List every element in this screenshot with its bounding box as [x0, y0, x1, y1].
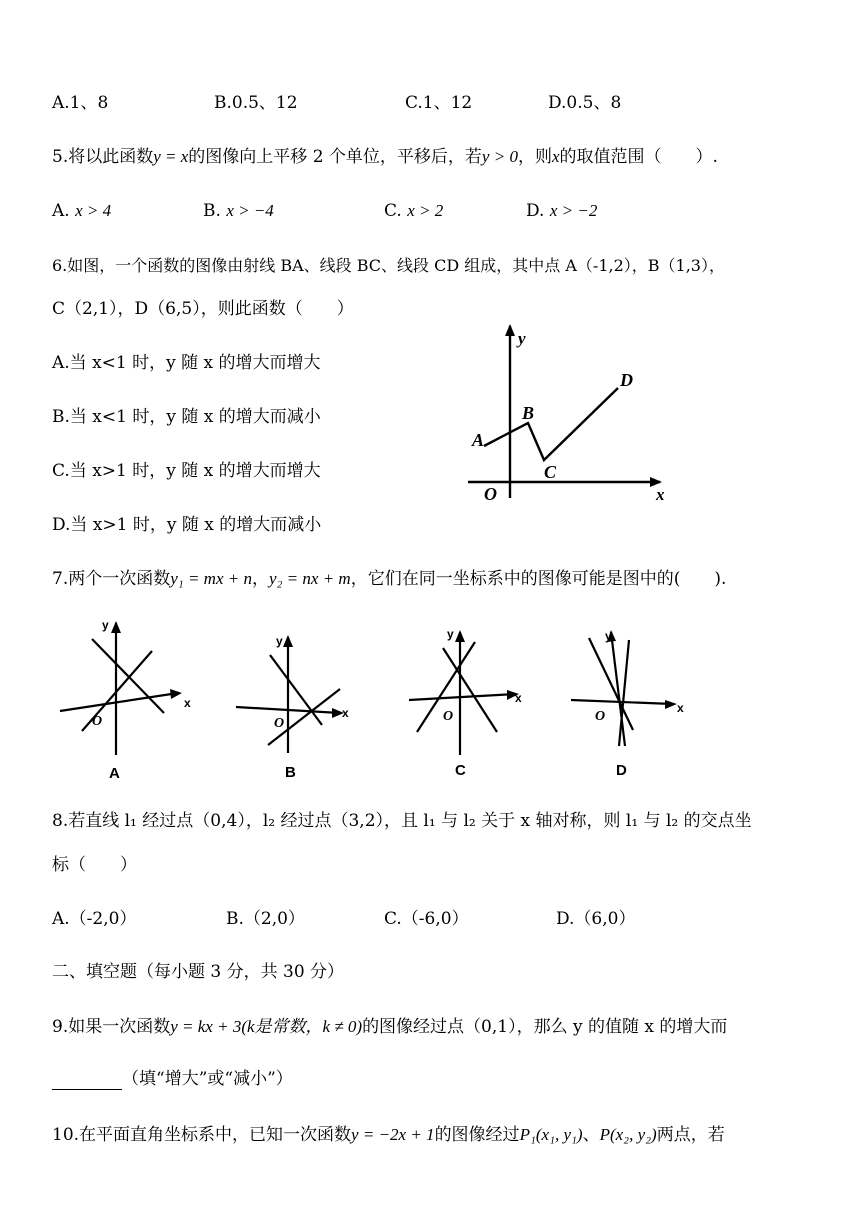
q7-equation-2: y₂ = nx + m: [268, 569, 351, 588]
q5-option-a-expr: x > 4: [75, 201, 112, 220]
q5-option-c: [384, 200, 443, 222]
q5-option-d-expr: x > −2: [549, 201, 598, 220]
q9-equation: y = kx + 3(k是常数，k ≠ 0): [170, 1017, 363, 1036]
q6-y-axis-arrow: [505, 324, 515, 336]
q7-stem: [52, 568, 726, 590]
q7-graph-a-caption: A: [109, 765, 120, 782]
q4-option-c: C.1、12: [405, 93, 473, 113]
q9-hint: （填“增大”或“减小”）: [122, 1069, 293, 1089]
q5-option-c-letter: C.: [384, 201, 402, 221]
q5-option-d: [526, 200, 597, 222]
q9-stem: [52, 1016, 727, 1038]
q7-graph-b-label-x: x: [342, 706, 349, 720]
q9-stem-text-b: 的图像经过点（0,1），那么 y 的值随 x 的增大而: [362, 1017, 728, 1037]
q6-option-c: C.当 x>1 时，y 随 x 的增大而增大: [52, 461, 321, 481]
q5-stem-text-c: ，则: [517, 147, 552, 167]
q6-stem-line1: 6.如图，一个函数的图像由射线 BA、线段 BC、线段 CD 组成，其中点 A（-1,2），B（1,3），: [52, 256, 725, 275]
q7-stem-text-a: 7.两个一次函数: [52, 569, 171, 589]
q7-graph-d-x-arrow: [665, 700, 677, 709]
q7-graph-b-caption: B: [285, 764, 296, 781]
q9-stem-text-a: 9.如果一次函数: [52, 1017, 171, 1037]
q8-option-c: C.（-6,0）: [384, 909, 469, 929]
q7-graph-b-label-y: y: [276, 634, 283, 648]
q5-stem: [52, 146, 718, 168]
q7-graph-a-label-x: x: [184, 696, 191, 710]
q10-equation: y = −2x + 1: [351, 1125, 435, 1144]
q8-stem-line1: 8.若直线 l₁ 经过点（0,4），l₂ 经过点（3,2），且 l₁ 与 l₂ 关于 x 轴对称，则 l₁ 与 l₂ 的交点坐: [52, 811, 752, 831]
q5-equation: y = x: [153, 147, 189, 166]
q8-option-d: D.（6,0）: [556, 909, 636, 929]
q7-graph-b-label-origin: O: [274, 716, 285, 731]
q5-stem-text-b: 的图像向上平移 2 个单位，平移后，若: [188, 147, 482, 167]
q5-condition: y > 0: [481, 147, 518, 166]
q4-option-a: A.1、8: [52, 93, 109, 113]
q9-answer-line: [52, 1068, 293, 1090]
q5-option-a: [52, 200, 111, 222]
q7-graph-c-label-origin: O: [443, 709, 454, 724]
q7-graph-a-line-2: [92, 639, 164, 713]
q7-graph-a-y-arrow: [111, 621, 121, 633]
q10-stem: [52, 1124, 725, 1146]
q7-graph-a-x-arrow: [170, 689, 182, 699]
q6-option-d: D.当 x>1 时，y 随 x 的增大而减小: [52, 515, 322, 535]
q8-option-b: B.（2,0）: [226, 909, 305, 929]
q7-equation-1: y₁ = mx + n: [170, 569, 252, 588]
q7-graph-d-label-x: x: [677, 701, 684, 715]
q6-label-origin: O: [484, 484, 497, 504]
q6-option-a: A.当 x<1 时，y 随 x 的增大而增大: [52, 353, 321, 373]
q6-label-x: x: [656, 485, 665, 504]
q7-graph-d-label-origin: O: [595, 709, 606, 724]
q6-option-b: B.当 x<1 时，y 随 x 的增大而减小: [52, 407, 321, 427]
q7-graph-d-caption: D: [616, 762, 627, 779]
q10-stem-text-a: 10.在平面直角坐标系中，已知一次函数: [52, 1125, 352, 1145]
q6-stem-line2: C（2,1），D（6,5），则此函数（ ）: [52, 299, 354, 319]
q10-stem-text-b: 的图像经过: [434, 1125, 520, 1145]
q10-separator: 、: [582, 1125, 600, 1145]
q9-answer-blank[interactable]: [52, 1071, 122, 1090]
q5-option-d-letter: D.: [526, 201, 545, 221]
q6-label-a: A: [472, 430, 485, 450]
q5-option-b-letter: B.: [203, 201, 221, 221]
q8-stem-line2: 标（ ）: [52, 855, 137, 875]
q6-label-y: y: [518, 329, 526, 348]
q7-graph-c-label-x: x: [515, 691, 522, 705]
q7-graph-d-label-y: y: [605, 629, 612, 643]
q5-variable: x: [551, 147, 560, 166]
q7-graph-b-y-arrow: [283, 635, 293, 647]
q10-point-1: P₁(x₁, y₁): [519, 1125, 583, 1144]
q5-stem-text-a: 5.将以此函数: [52, 147, 154, 167]
q7-graph-d: [565, 620, 705, 785]
q7-graph-c-label-y: y: [447, 627, 454, 641]
q6-label-c: C: [544, 462, 557, 482]
q8-option-a: A.（-2,0）: [52, 909, 137, 929]
q6-label-b: B: [522, 403, 535, 423]
q7-stem-text-b: ，它们在同一坐标系中的图像可能是图中的( ).: [350, 569, 727, 589]
q6-label-d: D: [620, 370, 633, 390]
q10-point-2: P(x₂, y₂): [599, 1125, 657, 1144]
q7-graph-a-label-y: y: [102, 618, 109, 632]
q5-option-b-expr: x > −4: [226, 201, 274, 220]
q10-stem-text-c: 两点，若: [656, 1125, 725, 1145]
q5-stem-text-d: 的取值范围（ ）.: [559, 147, 718, 167]
q5-option-b: [203, 200, 274, 222]
q7-separator: ，: [251, 569, 269, 589]
q5-option-c-expr: x > 2: [407, 201, 444, 220]
q6-function-polyline: [484, 388, 618, 460]
q7-graph-b-line-1: [270, 655, 322, 725]
q5-option-a-letter: A.: [52, 201, 70, 221]
q4-option-d: D.0.5、8: [548, 93, 622, 113]
q7-graph-a: [52, 615, 202, 785]
q7-graph-c: [405, 620, 545, 785]
q6-function-graph: [460, 320, 680, 510]
q7-graph-c-x-axis: [409, 694, 515, 700]
q7-graph-c-caption: C: [455, 762, 466, 779]
q7-graph-c-y-arrow: [455, 630, 465, 642]
q7-graph-b: [230, 625, 370, 785]
q4-option-b: B.0.5、12: [214, 93, 298, 113]
q7-graph-a-label-origin: O: [92, 714, 103, 729]
section-2-heading: 二、填空题（每小题 3 分，共 30 分）: [52, 962, 345, 982]
